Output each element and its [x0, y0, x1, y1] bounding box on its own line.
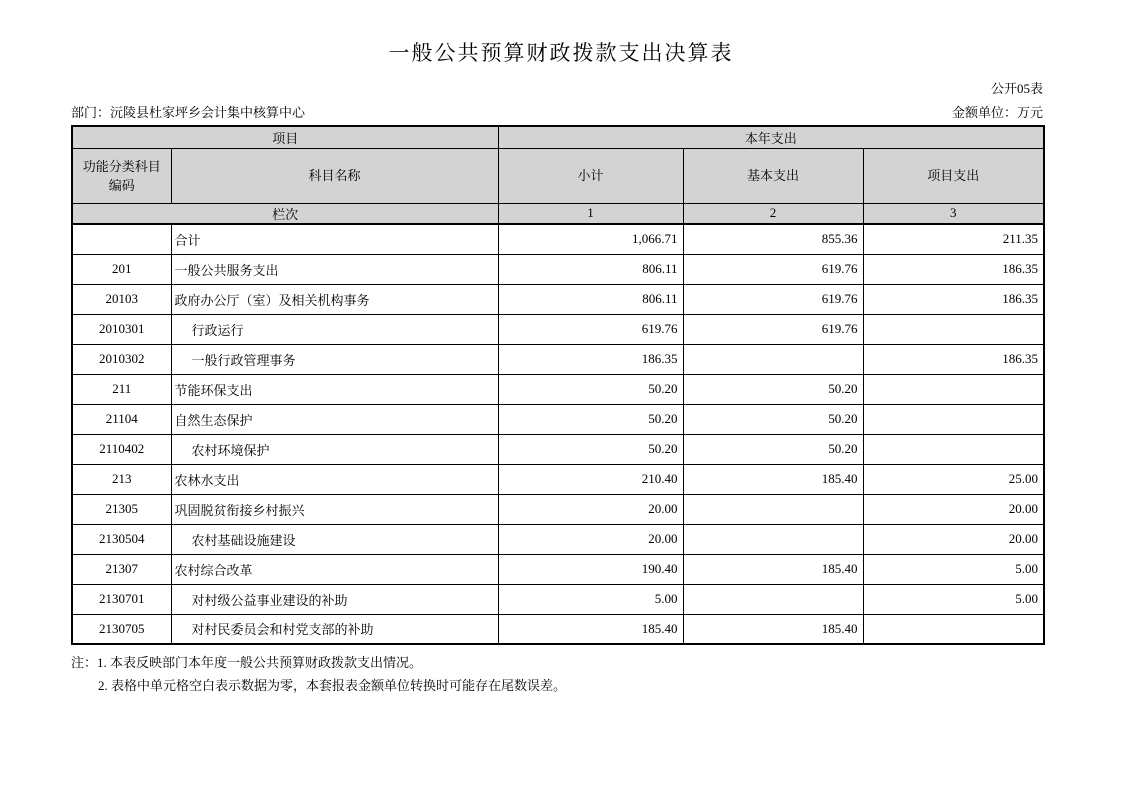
cell-subtotal: 50.20: [498, 404, 683, 434]
page-title: 一般公共预算财政拨款支出决算表: [388, 41, 734, 65]
footnotes: [71, 651, 1122, 697]
table-row: [72, 224, 1044, 254]
cell-subject-name: 政府办公厅（室）及相关机构事务: [171, 284, 498, 314]
cell-basic-expense: [683, 524, 863, 554]
cell-subject-name: 行政运行: [171, 314, 498, 344]
cell-basic-expense: 855.36: [683, 224, 863, 254]
department-label: 部门：沅陵县杜家坪乡会计集中核算中心: [71, 105, 306, 120]
cell-project-expense: [863, 374, 1044, 404]
header-basic-expense: 基本支出: [683, 148, 863, 203]
header-col-3: 3: [863, 203, 1044, 224]
header-group-row: [72, 126, 1044, 148]
cell-subject-name: 农村基础设施建设: [171, 524, 498, 554]
table-row: [72, 554, 1044, 584]
cell-subject-name: 自然生态保护: [171, 404, 498, 434]
cell-subject-name: 农林水支出: [171, 464, 498, 494]
table-row: [72, 344, 1044, 374]
cell-subtotal: 1,066.71: [498, 224, 683, 254]
cell-subtotal: 619.76: [498, 314, 683, 344]
cell-project-expense: [863, 434, 1044, 464]
cell-function-code: 2110402: [72, 434, 171, 464]
expenditure-table: [71, 125, 1045, 645]
header-col-1: 1: [498, 203, 683, 224]
cell-subtotal: 210.40: [498, 464, 683, 494]
cell-project-expense: 186.35: [863, 284, 1044, 314]
cell-function-code: 21307: [72, 554, 171, 584]
meta-row: [71, 102, 1043, 121]
cell-function-code: 21104: [72, 404, 171, 434]
cell-subtotal: 806.11: [498, 254, 683, 284]
cell-project-expense: 211.35: [863, 224, 1044, 254]
cell-subtotal: 50.20: [498, 434, 683, 464]
cell-basic-expense: [683, 584, 863, 614]
cell-project-expense: 25.00: [863, 464, 1044, 494]
cell-project-expense: [863, 404, 1044, 434]
header-subject-name: 科目名称: [171, 148, 498, 203]
cell-project-expense: 5.00: [863, 554, 1044, 584]
public-table-code: 公开05表: [990, 81, 1043, 96]
table-row: [72, 404, 1044, 434]
cell-subject-name: 一般公共服务支出: [171, 254, 498, 284]
cell-subtotal: 186.35: [498, 344, 683, 374]
cell-subtotal: 20.00: [498, 524, 683, 554]
cell-basic-expense: 50.20: [683, 374, 863, 404]
table-row: [72, 434, 1044, 464]
cell-basic-expense: 50.20: [683, 434, 863, 464]
header-function-code: 功能分类科目编码: [72, 148, 171, 203]
cell-basic-expense: [683, 344, 863, 374]
cell-subject-name: 农村综合改革: [171, 554, 498, 584]
cell-basic-expense: 619.76: [683, 284, 863, 314]
table-row: [72, 524, 1044, 554]
header-column-index-row: [72, 203, 1044, 224]
cell-project-expense: 186.35: [863, 344, 1044, 374]
cell-function-code: 21305: [72, 494, 171, 524]
cell-basic-expense: 50.20: [683, 404, 863, 434]
header-subtotal: 小计: [498, 148, 683, 203]
table-row: [72, 284, 1044, 314]
cell-function-code: 2130701: [72, 584, 171, 614]
cell-subtotal: 20.00: [498, 494, 683, 524]
cell-basic-expense: 619.76: [683, 254, 863, 284]
cell-project-expense: 5.00: [863, 584, 1044, 614]
cell-subject-name: 一般行政管理事务: [171, 344, 498, 374]
cell-subtotal: 806.11: [498, 284, 683, 314]
cell-function-code: 201: [72, 254, 171, 284]
table-row: [72, 464, 1044, 494]
cell-function-code: 2130504: [72, 524, 171, 554]
cell-function-code: 2130705: [72, 614, 171, 644]
header-columns-row: [72, 148, 1044, 203]
cell-basic-expense: 619.76: [683, 314, 863, 344]
cell-basic-expense: 185.40: [683, 554, 863, 584]
table-row: [72, 584, 1044, 614]
cell-function-code: [72, 224, 171, 254]
table-row: [72, 494, 1044, 524]
cell-subtotal: 5.00: [498, 584, 683, 614]
cell-project-expense: 20.00: [863, 524, 1044, 554]
cell-subject-name: 对村民委员会和村党支部的补助: [171, 614, 498, 644]
cell-function-code: 2010302: [72, 344, 171, 374]
cell-subject-name: 对村级公益事业建设的补助: [171, 584, 498, 614]
header-group-year-expense: 本年支出: [498, 126, 1044, 148]
cell-subtotal: 190.40: [498, 554, 683, 584]
cell-subject-name: 合计: [171, 224, 498, 254]
header-col-2: 2: [683, 203, 863, 224]
cell-project-expense: [863, 314, 1044, 344]
amount-unit-label: 金额单位：万元: [951, 105, 1043, 120]
table-row: [72, 314, 1044, 344]
cell-basic-expense: [683, 494, 863, 524]
cell-function-code: 211: [72, 374, 171, 404]
table-body: [72, 224, 1044, 644]
header-project-expense: 项目支出: [863, 148, 1044, 203]
cell-project-expense: 186.35: [863, 254, 1044, 284]
cell-subtotal: 50.20: [498, 374, 683, 404]
cell-project-expense: [863, 614, 1044, 644]
table-header: [72, 126, 1044, 224]
cell-project-expense: 20.00: [863, 494, 1044, 524]
table-row: [72, 254, 1044, 284]
note-1: 注：1. 本表反映部门本年度一般公共预算财政拨款支出情况。: [71, 655, 423, 670]
table-row: [72, 614, 1044, 644]
cell-basic-expense: 185.40: [683, 614, 863, 644]
cell-function-code: 20103: [72, 284, 171, 314]
cell-function-code: 2010301: [72, 314, 171, 344]
cell-subject-name: 巩固脱贫衔接乡村振兴: [171, 494, 498, 524]
cell-subtotal: 185.40: [498, 614, 683, 644]
cell-subject-name: 节能环保支出: [171, 374, 498, 404]
header-group-item: 项目: [72, 126, 498, 148]
header-lanci: 栏次: [72, 203, 498, 224]
table-row: [72, 374, 1044, 404]
cell-function-code: 213: [72, 464, 171, 494]
note-2: 2. 表格中单元格空白表示数据为零，本套报表金额单位转换时可能存在尾数误差。: [98, 678, 567, 693]
cell-basic-expense: 185.40: [683, 464, 863, 494]
cell-subject-name: 农村环境保护: [171, 434, 498, 464]
